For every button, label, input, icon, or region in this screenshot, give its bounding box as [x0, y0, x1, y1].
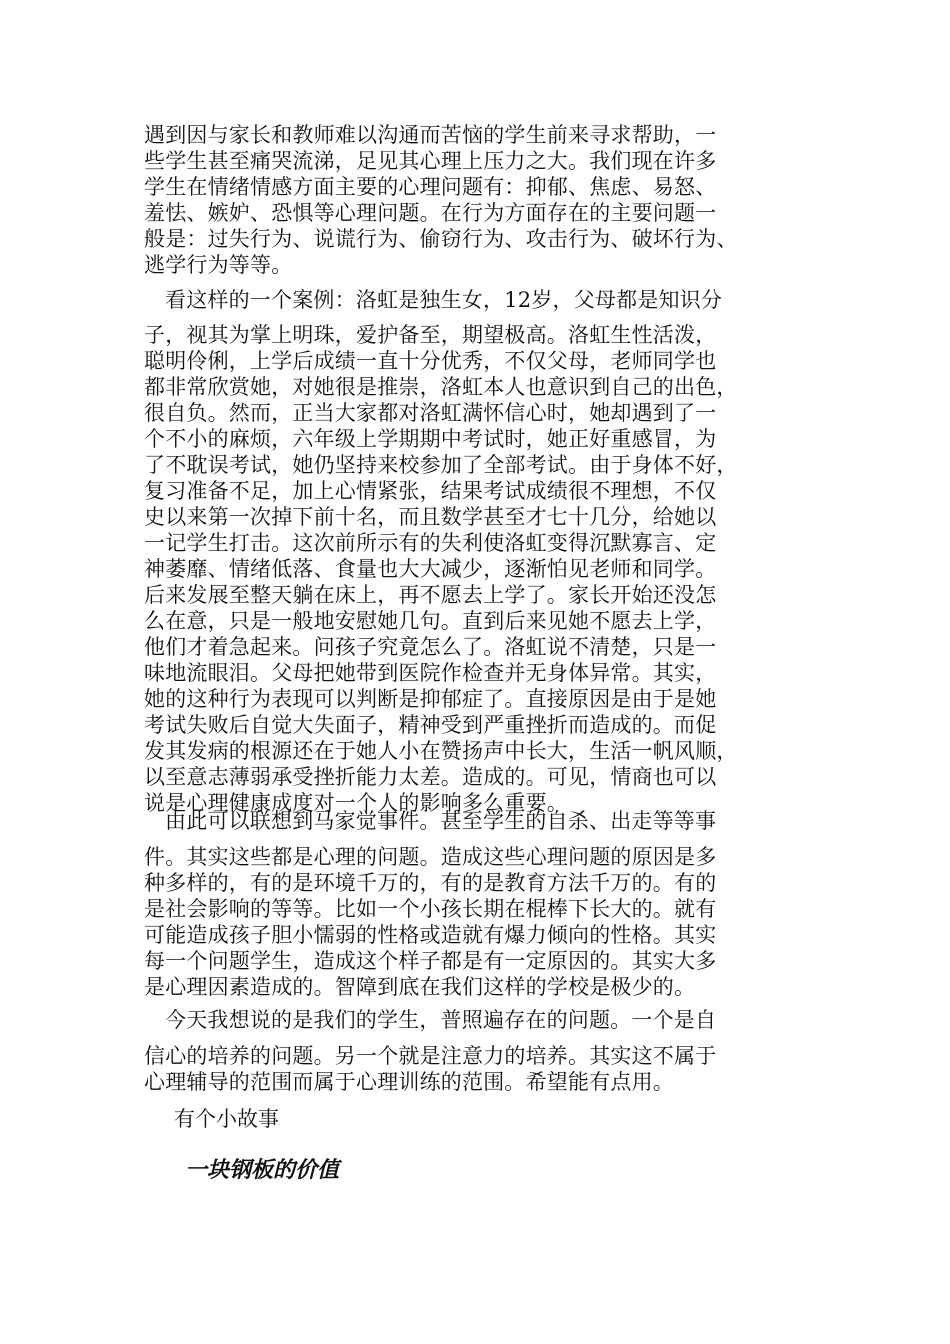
paragraph-2-line-2: 子，视其为掌上明珠，爱护备至，期望极高。洛虹生性活泼， — [144, 323, 717, 347]
paragraph-2-line-9: 史以来第一次掉下前十名，而且数学甚至才七十几分，给她以 — [144, 505, 717, 529]
paragraph-2-line-13: 么在意，只是一般地安慰她几句。直到后来见她不愿去上学， — [144, 609, 717, 633]
paragraph-3-line-3: 种多样的，有的是环境千万的，有的是教育方法千万的。有的 — [144, 871, 717, 895]
paragraph-1-line-4: 羞怯、嫉妒、恐惧等心理问题。在行为方面存在的主要问题一 — [144, 201, 717, 225]
paragraph-2-line-19: 以至意志薄弱承受挫折能力太差。造成的。可见，情商也可以 — [144, 765, 717, 789]
paragraph-3-line-5: 可能造成孩子胆小懦弱的性格或造就有爆力倾向的性格。其实 — [144, 923, 717, 947]
paragraph-3-line-7: 是心理因素造成的。智障到底在我们这样的学校是极少的。 — [144, 975, 696, 999]
paragraph-3-line-4: 是社会影响的等等。比如一个小孩长期在棍棒下长大的。就有 — [144, 897, 717, 921]
paragraph-3-line-6: 每一个问题学生，造成这个样子都是有一定原因的。其实大多 — [144, 949, 717, 973]
paragraph-2-line-4: 都非常欣赏她，对她很是推崇，洛虹本人也意识到自己的出色， — [144, 375, 738, 399]
paragraph-1-line-5: 般是：过失行为、说谎行为、偷窃行为、攻击行为、破坏行为、 — [144, 227, 738, 251]
paragraph-1-line-6: 逃学行为等等。 — [144, 253, 293, 277]
paragraph-2-line-18: 发其发病的根源还在于她人小在赞扬声中长大，生活一帆风顺， — [144, 739, 738, 763]
paragraph-2-line-11: 神萎靡、情绪低落、食量也大大减少，逐渐怕见老师和同学。 — [144, 557, 717, 581]
paragraph-2-line-1: 看这样的一个案例：洛虹是独生女，12岁，父母都是知识分 — [165, 288, 723, 312]
paragraph-2-line-5: 很自负。然而，正当大家都对洛虹满怀信心时，她却遇到了一 — [144, 401, 717, 425]
paragraph-2-line-10: 一记学生打击。这次前所示有的失利使洛虹变得沉默寡言、定 — [144, 531, 717, 555]
paragraph-2-line-8: 复习准备不足，加上心情紧张，结果考试成绩很不理想，不仅 — [144, 479, 717, 503]
paragraph-4-line-3: 心理辅导的范围而属于心理训练的范围。希望能有点用。 — [144, 1070, 674, 1094]
paragraph-2-line-7: 了不耽误考试，她仍坚持来校参加了全部考试。由于身体不好， — [144, 453, 738, 477]
paragraph-2-line-3: 聪明伶俐，上学后成绩一直十分优秀，不仅父母，老师同学也 — [144, 349, 717, 373]
paragraph-3-line-1: 由此可以联想到马家觉事件。甚至学生的自杀、出走等等事 — [165, 809, 717, 833]
paragraph-2-line-6: 个不小的麻烦，六年级上学期期中考试时，她正好重感冒，为 — [144, 427, 717, 451]
paragraph-1-line-1: 遇到因与家长和教师难以沟通而苦恼的学生前来寻求帮助，一 — [144, 123, 717, 147]
paragraph-4-line-1: 今天我想说的是我们的学生，普照遍存在的问题。一个是自 — [165, 1008, 717, 1032]
story-intro: 有个小故事 — [174, 1107, 279, 1131]
paragraph-2-line-20: 说是心理健康成度对一个人的影响多么重要。 — [144, 791, 568, 815]
paragraph-3-line-2: 件。其实这些都是心理的问题。造成这些心理问题的原因是多 — [144, 845, 717, 869]
paragraph-1-line-2: 些学生甚至痛哭流涕，足见其心理上压力之大。我们现在许多 — [144, 149, 717, 173]
paragraph-2-line-15: 味地流眼泪。父母把她带到医院作检查并无身体异常。其实， — [144, 661, 717, 685]
paragraph-2-line-14: 他们才着急起来。问孩子究竟怎么了。洛虹说不清楚，只是一 — [144, 635, 717, 659]
paragraph-2-line-17: 考试失败后自觉大失面子，精神受到严重挫折而造成的。而促 — [144, 713, 717, 737]
story-title: 一块钢板的价值 — [185, 1157, 340, 1183]
paragraph-1-line-3: 学生在情绪情感方面主要的心理问题有：抑郁、焦虑、易怒、 — [144, 175, 717, 199]
paragraph-4-line-2: 信心的培养的问题。另一个就是注意力的培养。其实这不属于 — [144, 1044, 717, 1068]
paragraph-2-line-12: 后来发展至整天躺在床上，再不愿去上学了。家长开始还没怎 — [144, 583, 717, 607]
paragraph-2-line-16: 她的这种行为表现可以判断是抑郁症了。直接原因是由于是她 — [144, 687, 717, 711]
